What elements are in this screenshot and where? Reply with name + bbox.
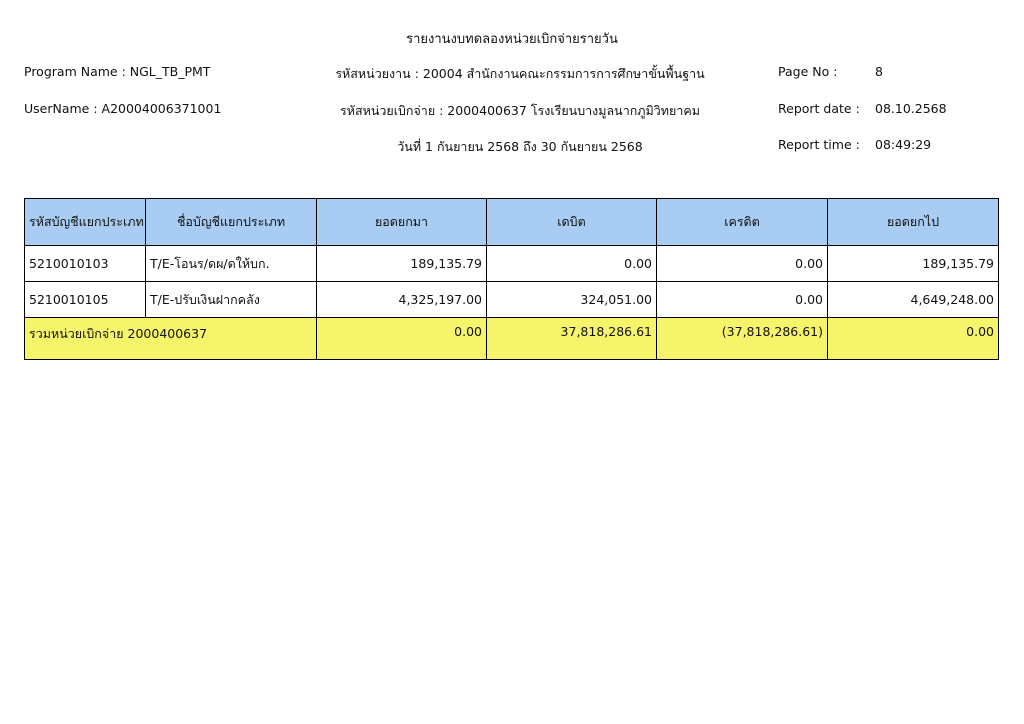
total-debit: 37,818,286.61 bbox=[487, 318, 657, 360]
report-time-value: 08:49:29 bbox=[875, 137, 932, 152]
col-header-credit: เครดิต bbox=[657, 199, 828, 246]
page-no-value: 8 bbox=[875, 64, 883, 79]
date-range: วันที่ 1 กันยายน 2568 ถึง 30 กันยายน 2568 bbox=[397, 139, 643, 154]
disbursing-unit-info: รหัสหน่วยเบิกจ่าย : 2000400637 โรงเรียนบางมูลนากภูมิวิทยาคม bbox=[340, 103, 700, 118]
col-header-brought-forward: ยอดยกมา bbox=[317, 199, 487, 246]
table-header-row bbox=[25, 199, 999, 246]
total-credit: (37,818,286.61) bbox=[657, 318, 828, 360]
account-code: 5210010105 bbox=[25, 282, 146, 318]
debit: 324,051.00 bbox=[487, 282, 657, 318]
brought-forward: 189,135.79 bbox=[317, 246, 487, 282]
total-brought-forward: 0.00 bbox=[317, 318, 487, 360]
username: UserName : A20004006371001 bbox=[24, 101, 222, 116]
report-title: รายงานงบทดลองหน่วยเบิกจ่ายรายวัน bbox=[406, 32, 618, 47]
debit: 0.00 bbox=[487, 246, 657, 282]
report-date-value: 08.10.2568 bbox=[875, 101, 947, 116]
table-row bbox=[25, 282, 999, 318]
account-name: T/E-ปรับเงินฝากคลัง bbox=[146, 282, 317, 318]
report-date-label: Report date : bbox=[778, 101, 860, 116]
account-code: 5210010103 bbox=[25, 246, 146, 282]
report-time-label: Report time : bbox=[778, 137, 860, 152]
col-header-account-code: รหัสบัญชีแยกประเภท bbox=[25, 199, 146, 246]
header-row-1 bbox=[0, 64, 1024, 84]
total-row bbox=[25, 318, 999, 360]
agency-info: รหัสหน่วยงาน : 20004 สำนักงานคณะกรรมการการศึกษาขั้นพื้นฐาน bbox=[335, 66, 705, 81]
trial-balance-table bbox=[24, 198, 999, 360]
brought-forward: 4,325,197.00 bbox=[317, 282, 487, 318]
col-header-debit: เดบิต bbox=[487, 199, 657, 246]
carried-forward: 189,135.79 bbox=[828, 246, 999, 282]
credit: 0.00 bbox=[657, 246, 828, 282]
credit: 0.00 bbox=[657, 282, 828, 318]
account-name: T/E-โอนร/ดผ/ดให้บก. bbox=[146, 246, 317, 282]
carried-forward: 4,649,248.00 bbox=[828, 282, 999, 318]
total-label: รวมหน่วยเบิกจ่าย 2000400637 bbox=[25, 318, 317, 360]
header-row-3 bbox=[0, 137, 1024, 157]
total-carried-forward: 0.00 bbox=[828, 318, 999, 360]
col-header-carried-forward: ยอดยกไป bbox=[828, 199, 999, 246]
col-header-account-name: ชื่อบัญชีแยกประเภท bbox=[146, 199, 317, 246]
table-row bbox=[25, 246, 999, 282]
header-row-2 bbox=[0, 101, 1024, 121]
page-no-label: Page No : bbox=[778, 64, 838, 79]
program-name: Program Name : NGL_TB_PMT bbox=[24, 64, 211, 79]
